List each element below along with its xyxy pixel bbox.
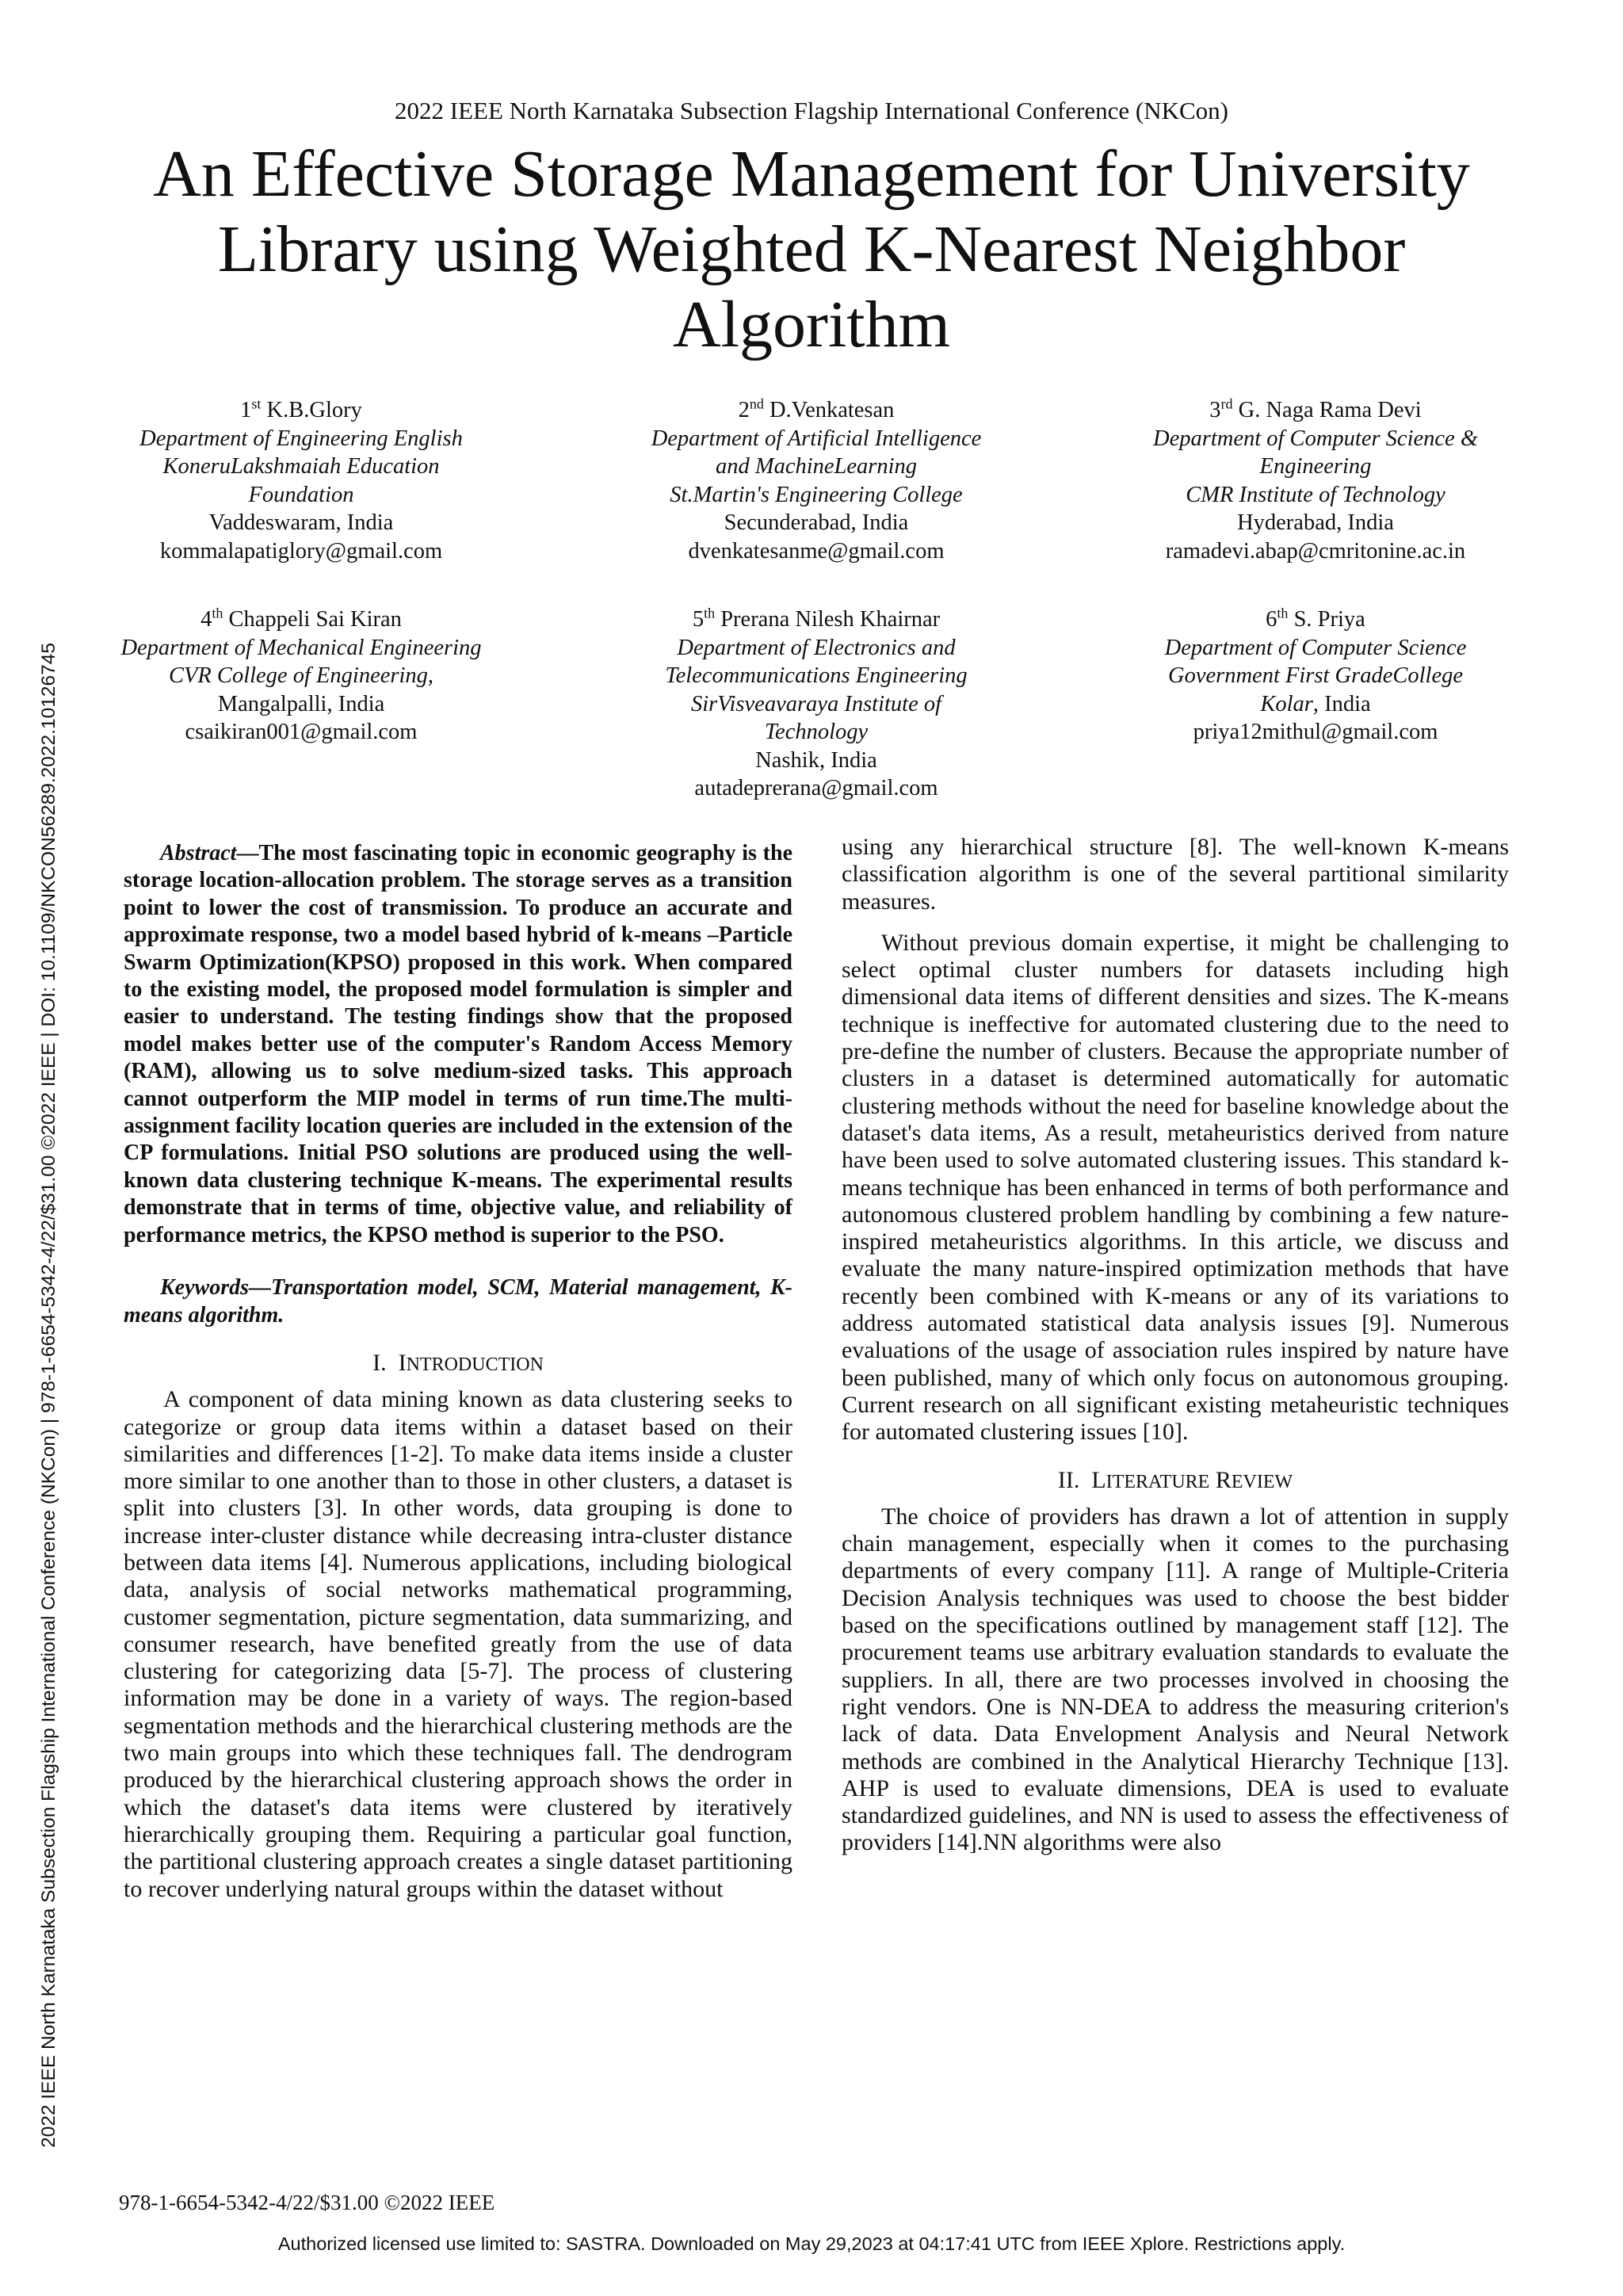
author-ordinal: 3 [1209, 398, 1221, 422]
section-title-rest: NTRODUCTION [406, 1354, 544, 1375]
author-email: priya12mithul@gmail.com [1193, 720, 1438, 744]
author-affiliation: SirVisveavaraya Institute of [690, 691, 942, 716]
author-affiliation: Department of Engineering English [139, 426, 463, 451]
author-ordinal-suffix: nd [749, 395, 764, 412]
title-line: Library using Weighted K-Nearest Neighbor [217, 212, 1406, 286]
author-ordinal-suffix: th [1277, 605, 1289, 621]
author-affiliation: Foundation [248, 482, 354, 507]
author-email: ramadevi.abap@cmritonine.ac.in [1165, 538, 1466, 563]
author-location: Hyderabad, India [1237, 510, 1394, 535]
section-heading-literature-review [842, 1467, 1509, 1496]
left-column [124, 840, 792, 1903]
conference-header: 2022 IEEE North Karnataka Subsection Flagship International Conference (NKCon) [395, 97, 1228, 124]
author-ordinal-suffix: th [212, 605, 223, 621]
author-affiliation: Telecommunications Engineering [665, 663, 968, 688]
doi-sidebar: 2022 IEEE North Karnataka Subsection Flagship International Conference (NKCon) | 978-1-6654-5342-4/22/$31.00 ©2022 IEEE | DOI: 10.1109/NKCON56289.2022.10126745 [38, 643, 59, 2148]
paragraph-continuation: using any hierarchical structure [8]. The well-known K-means classification algorithm is one of the several partitional similarity measures. [842, 834, 1509, 915]
title-line: An Effective Storage Management for University [153, 137, 1470, 211]
author-block-1 [111, 396, 491, 565]
author-location: Nashik, India [755, 747, 877, 773]
author-affiliation: and MachineLearning [715, 454, 918, 479]
author-affiliation: Kolar [1260, 691, 1313, 716]
author-block-2 [610, 396, 1022, 565]
author-ordinal: 5 [692, 607, 705, 632]
section-title-initial: L [1091, 1466, 1106, 1493]
author-affiliation: Engineering [1259, 454, 1372, 479]
abstract [124, 840, 792, 1249]
author-affiliation: Department of Computer Science [1164, 635, 1467, 660]
intro-paragraph: A component of data mining known as data clustering seeks to categorize or group data items within a dataset based on their similarities and differences [1-2]. To make data items inside a cluster more similar to one another than to those in other clusters, a dataset is split into clusters [3]. In other words, data grouping is done to increase inter-cluster distance while decreasing intra-cluster distance between data items [4]. Numerous applications, including biological data, analysis of social networks mathematical programming, customer segmentation, picture segmentation, data summarizing, and consumer research, have benefited greatly from the use of data clustering for categorizing data [5-7]. The process of clustering information may be done in a variety of ways. The region-based segmentation methods and the hierarchical clustering methods are the two main groups into which these techniques fall. The dendrogram produced by the hierarchical clustering approach shows the order in which the dataset's data items were clustered by iteratively hierarchically grouping them. Requiring a particular goal function, the partitional clustering approach creates a single dataset partitioning to recover underlying natural groups within the dataset without [124, 1386, 792, 1902]
abstract-text: —The most fascinating topic in economic geography is the storage location-allocation problem. The storage serves as a transition point to lower the cost of transmission. To produce an accurate and approximate response, two a model based hybrid of k-means –Particle Swarm Optimization(KPSO) proposed in this work. When compared to the existing model, the proposed model formulation is simpler and easier to understand. The testing findings show that the proposed model makes better use of the computer's Random Access Memory (RAM), allowing us to solve medium-sized tasks. This approach cannot outperform the MIP model in terms of run time.The multi-assignment facility location queries are included in the extension of the CP formulations. Initial PSO solutions are produced using the well-known data clustering technique K-means. The experimental results demonstrate that in terms of time, objective value, and reliability of performance metrics, the KPSO method is superior to the PSO. [124, 841, 792, 1247]
author-ordinal-suffix: th [704, 605, 716, 621]
author-email: kommalapatiglory@gmail.com [159, 538, 443, 563]
author-email: dvenkatesanme@gmail.com [688, 538, 945, 563]
author-affiliation: Department of Computer Science & [1153, 426, 1478, 451]
author-name: S. Priya [1293, 607, 1365, 632]
section-numeral: I. [372, 1349, 387, 1376]
author-affiliation: CVR College of Engineering, [168, 663, 434, 688]
author-affiliation: KoneruLakshmaiah Education [162, 454, 440, 479]
keywords: Keywords—Transportation model, SCM, Material management, K-means algorithm. [124, 1275, 792, 1328]
author-ordinal-suffix: rd [1220, 395, 1233, 412]
author-affiliation: Department of Mechanical Engineering [120, 635, 482, 660]
author-block-5 [610, 606, 1022, 803]
paper-title [111, 136, 1512, 362]
section-title-initial: R [1215, 1466, 1232, 1493]
section-title-initial: I [398, 1349, 407, 1376]
section-title-rest: EVIEW [1231, 1471, 1293, 1492]
section-title-rest: ITERATURE [1106, 1471, 1210, 1492]
section-numeral: II. [1057, 1466, 1080, 1493]
abstract-label: Abstract [160, 841, 237, 865]
author-affiliation: Government First GradeCollege [1167, 663, 1464, 688]
section-heading-introduction [124, 1350, 792, 1378]
footer-copyright: 978-1-6654-5342-4/22/$31.00 ©2022 IEEE [119, 2191, 495, 2214]
author-name: Prerana Nilesh Khairnar [720, 607, 941, 632]
author-name: K.B.Glory [266, 398, 362, 422]
author-location: , India [1312, 691, 1371, 716]
author-block-6 [1109, 606, 1522, 747]
author-block-3 [1109, 396, 1522, 565]
author-location: Secunderabad, India [724, 510, 909, 535]
author-ordinal: 2 [738, 398, 750, 422]
title-line: Algorithm [673, 288, 950, 361]
author-name: G. Naga Rama Devi [1238, 398, 1422, 422]
author-affiliation: CMR Institute of Technology [1186, 482, 1445, 507]
author-ordinal: 6 [1266, 607, 1277, 632]
author-ordinal: 4 [200, 607, 212, 632]
paragraph: Without previous domain expertise, it might be challenging to select optimal cluster numbers for datasets including high dimensional data items of different densities and sizes. The K-means technique is ineffective for automated clustering due to the need to pre-define the number of clusters. Because the appropriate number of clusters in a dataset is determined automatically for automatic clustering methods without the need for baseline knowledge about the dataset's data items, As a result, metaheuristics derived from nature have been used to solve automated clustering issues. This standard k-means technique has been enhanced in terms of both performance and autonomous clustered problem handling by combining a few nature-inspired metaheuristics algorithms. In this article, we discuss and evaluate the many nature-inspired optimization methods that have recently been combined with K-means or any of its variations to address automated statistical data analysis issues [9]. Numerous evaluations of the usage of association rules inspired by nature have been published, many of which only focus on autonomous grouping. Current research on all significant existing metaheuristic techniques for automated clustering issues [10]. [842, 929, 1509, 1446]
author-location: Mangalpalli, India [217, 691, 385, 716]
literature-paragraph: The choice of providers has drawn a lot of attention in supply chain management, especially when it comes to the purchasing departments of every company [11]. A range of Multiple-Criteria Decision Analysis techniques was used to choose the best bidder based on the specifications outlined by management staff [12]. The procurement teams use arbitrary evaluation standards to evaluate the suppliers. In all, there are two processes involved in choosing the right vendors. One is NN-DEA to address the measuring criterion's lack of data. Data Envelopment Analysis and Neural Network methods are combined in the Analytical Hierarchy Technique [13]. AHP is used to evaluate dimensions, DEA is used to evaluate standardized guidelines, and NN is used to assess the effectiveness of providers [14].NN algorithms were also [842, 1503, 1509, 1856]
footer-license: Authorized licensed use limited to: SASTRA. Downloaded on May 29,2023 at 04:17:41 UTC from IEEE Xplore. Restrictions apply. [277, 2233, 1346, 2254]
author-block-4 [111, 606, 491, 747]
author-ordinal: 1 [240, 398, 252, 422]
author-email: csaikiran001@gmail.com [185, 720, 418, 744]
author-name: D.Venkatesan [769, 398, 895, 422]
author-location: Vaddeswaram, India [208, 510, 394, 535]
author-affiliation: St.Martin's Engineering College [670, 482, 963, 507]
right-column [842, 834, 1509, 1857]
author-affiliation: Department of Electronics and [677, 635, 956, 660]
author-email: autadeprerana@gmail.com [694, 776, 938, 800]
author-ordinal-suffix: st [251, 395, 262, 412]
author-name: Chappeli Sai Kiran [228, 607, 402, 632]
author-affiliation: Technology [764, 720, 869, 744]
author-affiliation: Department of Artificial Intelligence [651, 426, 982, 451]
